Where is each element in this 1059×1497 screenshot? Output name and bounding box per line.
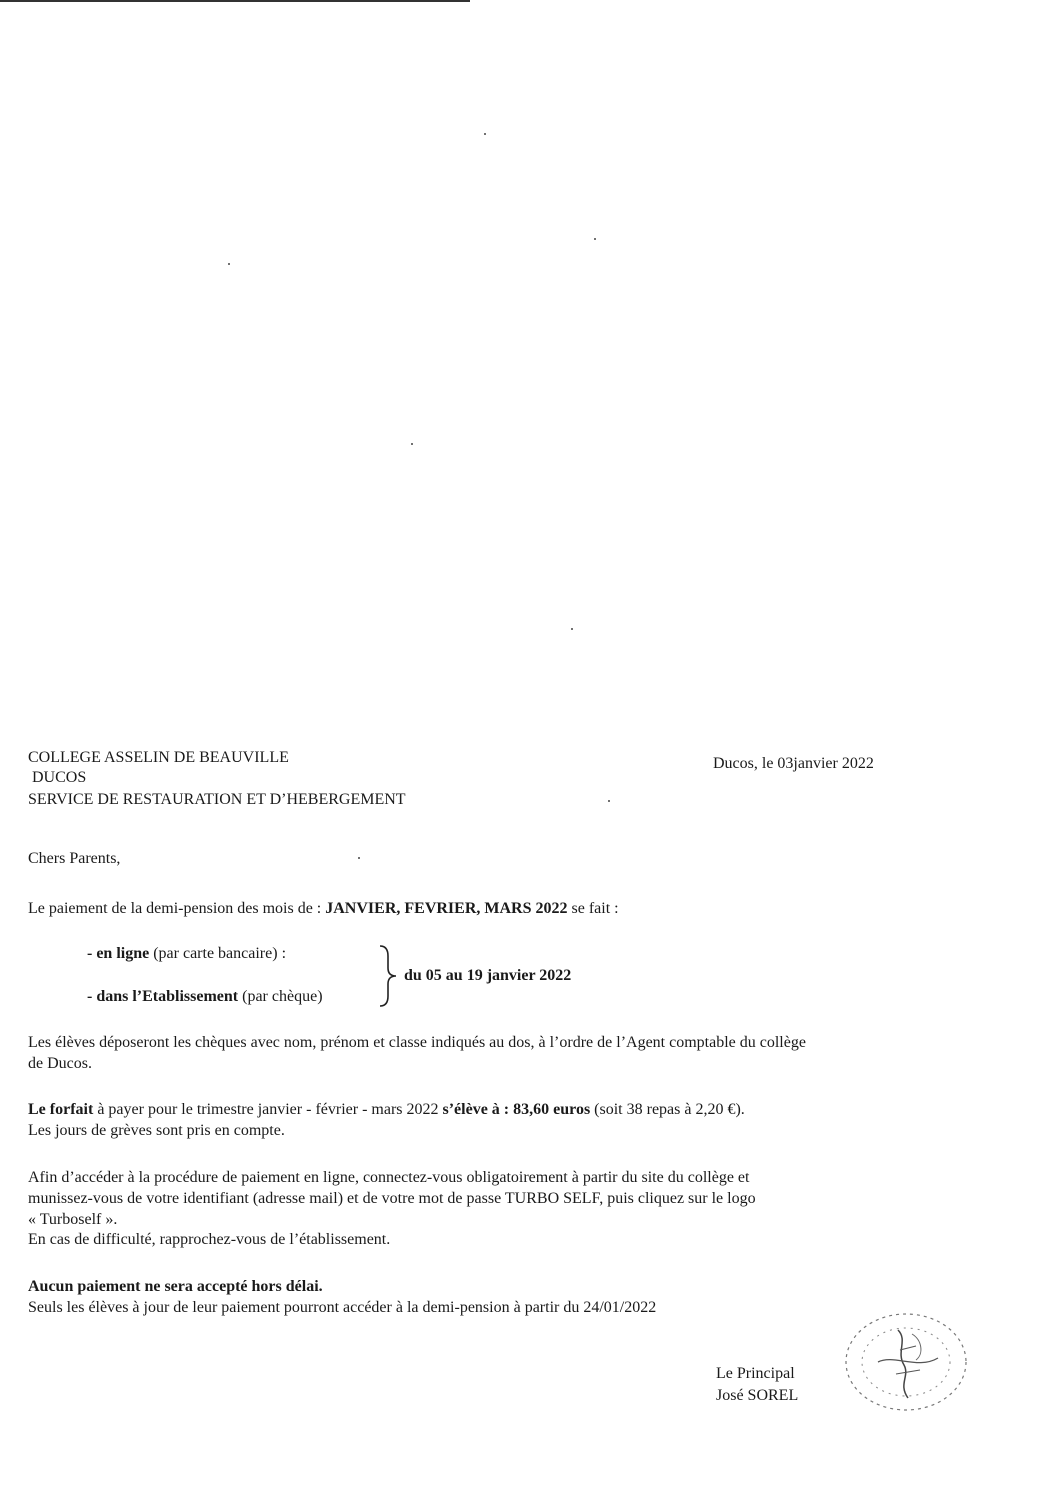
scan-speck bbox=[228, 263, 230, 265]
forfait-line-1 bbox=[28, 1100, 988, 1121]
payment-school-label: - dans l’Etablissement bbox=[87, 988, 239, 1005]
payment-online bbox=[87, 944, 286, 965]
scan-edge-line bbox=[0, 0, 470, 2]
procedure-line-2: munissez-vous de votre identifiant (adresse mail) et de votre mot de passe TURBO SELF, puis cliquez sur le logo bbox=[28, 1189, 756, 1207]
deadline-warning: Aucun paiement ne sera accepté hors délai. bbox=[28, 1278, 323, 1295]
signature-title: Le Principal bbox=[716, 1365, 795, 1382]
procedure-line-1: Afin d’accéder à la procédure de paiement en ligne, connectez-vous obligatoirement à partir du site du collège et bbox=[28, 1169, 750, 1186]
payment-online-detail: (par carte bancaire) : bbox=[149, 945, 287, 962]
forfait-line-2: Les jours de grèves sont pris en compte. bbox=[28, 1121, 285, 1139]
cheques-line-2: de Ducos. bbox=[28, 1054, 92, 1072]
deadline-note: Seuls les élèves à jour de leur paiement pourront accéder à la demi-pension à partir du 24/01/2022 bbox=[28, 1298, 657, 1316]
payment-school bbox=[87, 987, 323, 1008]
payment-school-detail: (par chèque) bbox=[238, 988, 323, 1005]
procedure-line-4: En cas de difficulté, rapprochez-vous de l’établissement. bbox=[28, 1231, 391, 1249]
online-procedure-paragraph bbox=[28, 1168, 988, 1251]
scan-speck bbox=[411, 443, 413, 445]
cheques-line-1: Les élèves déposeront les chèques avec nom, prénom et classe indiqués au dos, à l’ordre de l’Agent comptable du collège bbox=[28, 1034, 806, 1051]
cheques-paragraph bbox=[28, 1033, 988, 1075]
college-town: DUCOS bbox=[32, 769, 87, 786]
intro-months: JANVIER, FEVRIER, MARS 2022 bbox=[325, 900, 568, 917]
forfait-text: à payer pour le trimestre janvier - février - mars 2022 bbox=[93, 1101, 443, 1118]
forfait-label: Le forfait bbox=[28, 1101, 94, 1118]
procedure-line-3: « Turboself ». bbox=[28, 1210, 118, 1228]
salutation: Chers Parents, bbox=[28, 850, 121, 867]
scan-speck bbox=[594, 238, 596, 240]
college-name: COLLEGE ASSELIN DE BEAUVILLE bbox=[28, 749, 289, 766]
forfait-paragraph bbox=[28, 1100, 988, 1142]
scan-speck bbox=[484, 133, 486, 135]
payment-online-label: - en ligne bbox=[87, 945, 150, 962]
payment-period: du 05 au 19 janvier 2022 bbox=[404, 967, 572, 984]
forfait-amount: s’élève à : 83,60 euros bbox=[442, 1101, 591, 1118]
intro-suffix: se fait : bbox=[567, 900, 619, 917]
forfait-detail: (soit 38 repas à 2,20 €). bbox=[590, 1101, 745, 1118]
service-name: SERVICE DE RESTAURATION ET D’HEBERGEMENT bbox=[28, 791, 406, 808]
signature-name: José SOREL bbox=[716, 1387, 799, 1404]
scan-speck bbox=[358, 857, 360, 859]
intro-paragraph bbox=[28, 899, 619, 920]
curly-brace bbox=[376, 944, 398, 1008]
scan-speck bbox=[608, 800, 610, 802]
letter-date: Ducos, le 03janvier 2022 bbox=[713, 755, 874, 772]
intro-text: Le paiement de la demi-pension des mois de : bbox=[28, 900, 326, 917]
official-stamp-seal bbox=[838, 1310, 978, 1420]
scan-speck bbox=[571, 628, 573, 630]
